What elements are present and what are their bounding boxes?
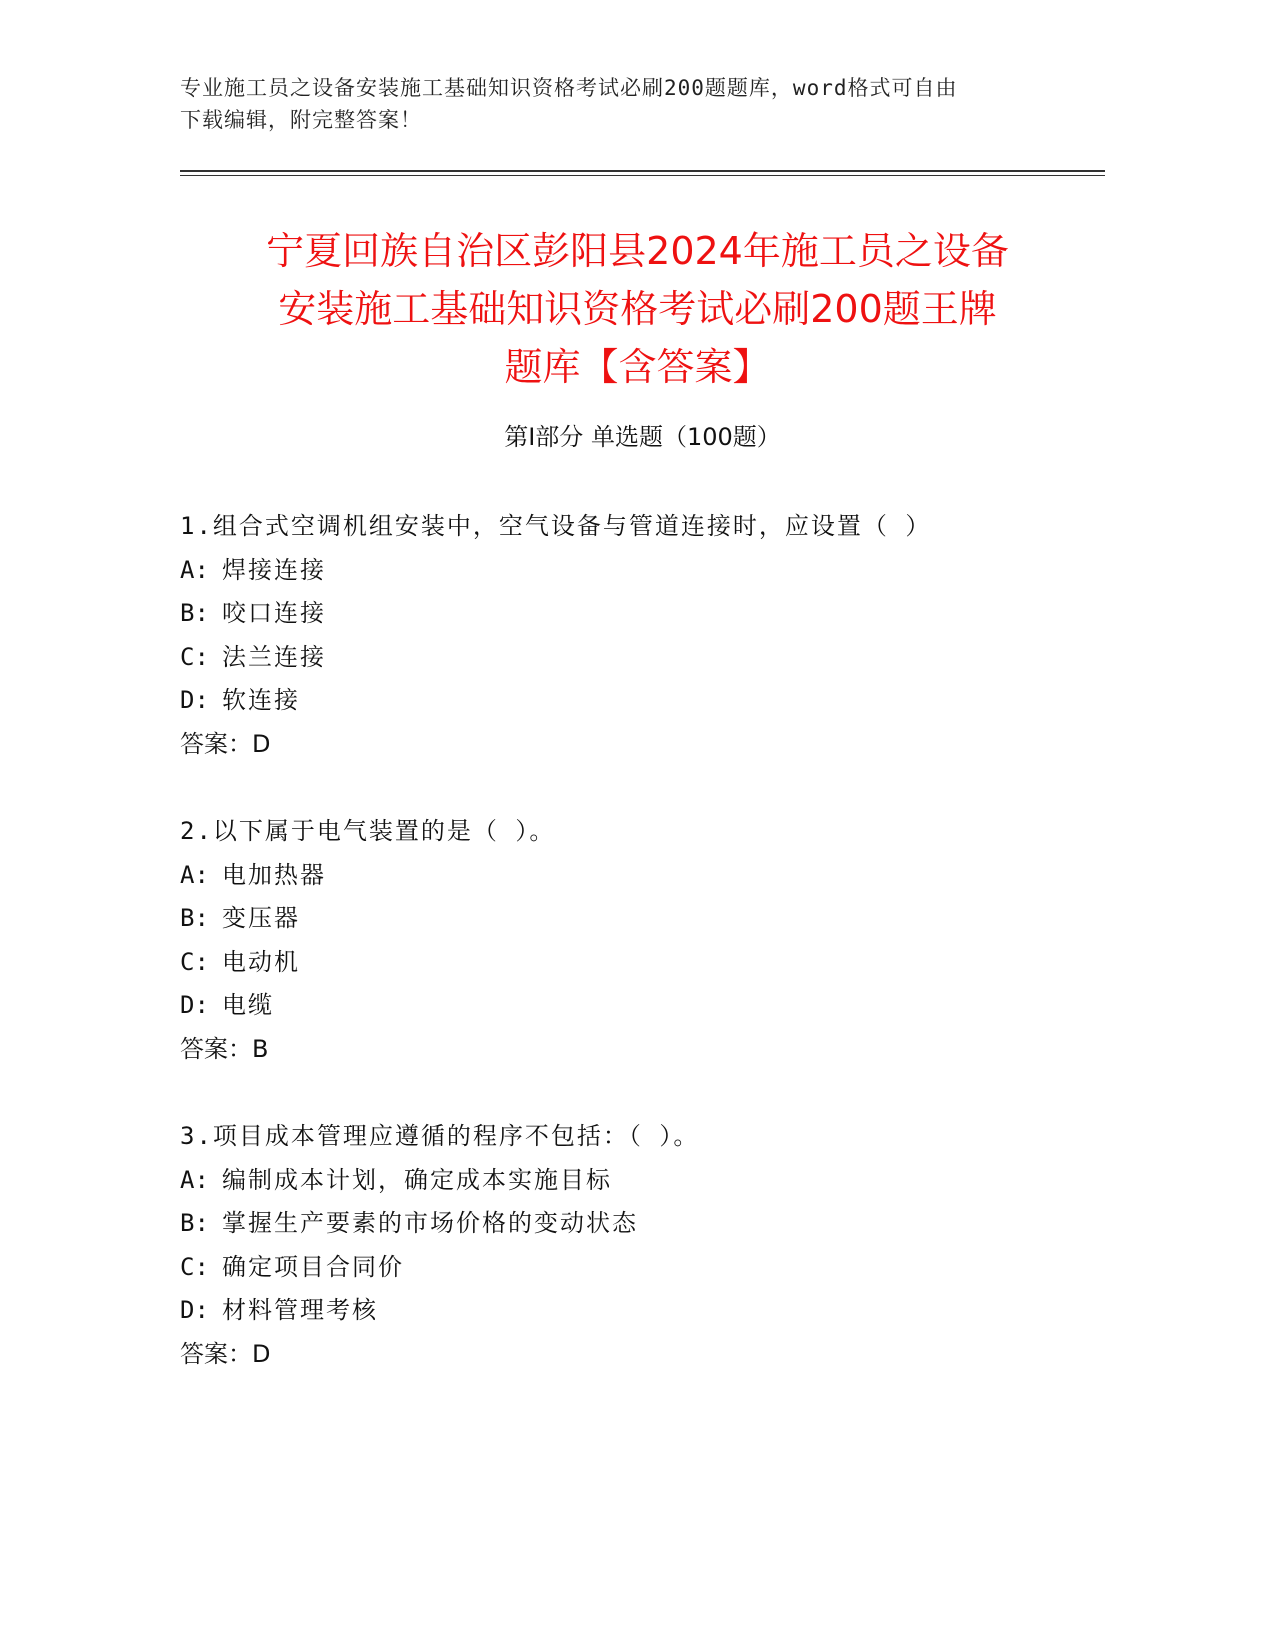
header-note-line-1: 专业施工员之设备安装施工基础知识资格考试必刷200题题库，word格式可自由 (180, 76, 958, 100)
header-note (180, 72, 1060, 136)
header-divider-thick (180, 170, 1105, 172)
option-text: 确定项目合同价 (222, 1252, 404, 1281)
document-title (170, 222, 1105, 396)
document-title-line-2: 安装施工基础知识资格考试必刷200题王牌 (278, 287, 997, 331)
question-1 (180, 505, 1105, 766)
option-label: D: (180, 1296, 209, 1324)
header-note-line-2: 下载编辑，附完整答案！ (180, 108, 422, 132)
option-label: A: (180, 555, 209, 584)
answer: 答案：D (180, 729, 271, 758)
question-stem: 2.以下属于电气装置的是（ ）。 (180, 817, 556, 845)
option-text: 电加热器 (222, 860, 326, 889)
option-text: 咬口连接 (222, 599, 326, 627)
option-d (180, 679, 1105, 723)
option-label: A: (180, 860, 209, 889)
header-divider-thin (180, 175, 1105, 176)
option-text: 编制成本计划，确定成本实施目标 (222, 1165, 612, 1194)
question-3 (180, 1115, 1105, 1376)
option-text: 变压器 (222, 904, 300, 932)
option-d (180, 1289, 1105, 1333)
option-text: 掌握生产要素的市场价格的变动状态 (222, 1209, 638, 1237)
option-c (180, 941, 1105, 985)
option-text: 材料管理考核 (222, 1296, 378, 1324)
document-title-line-1: 宁夏回族自治区彭阳县2024年施工员之设备 (266, 229, 1009, 273)
document-title-line-3: 题库【含答案】 (504, 345, 771, 389)
question-stem: 1.组合式空调机组安装中，空气设备与管道连接时，应设置（ ） (180, 512, 932, 540)
option-label: C: (180, 1252, 209, 1281)
option-label: D: (180, 686, 209, 714)
option-label: C: (180, 642, 209, 671)
option-label: B: (180, 599, 209, 627)
option-a (180, 854, 1105, 898)
option-label: C: (180, 947, 209, 976)
option-text: 电动机 (222, 947, 300, 976)
option-text: 焊接连接 (222, 555, 326, 584)
option-label: B: (180, 904, 209, 932)
option-text: 软连接 (222, 686, 300, 714)
option-d (180, 984, 1105, 1028)
option-label: B: (180, 1209, 209, 1237)
option-label: A: (180, 1165, 209, 1194)
section-title: 第Ⅰ部分 单选题（100题） (504, 423, 781, 451)
option-text: 法兰连接 (222, 642, 326, 671)
answer: 答案：D (180, 1339, 271, 1368)
answer: 答案：B (180, 1034, 269, 1063)
option-c (180, 636, 1105, 680)
option-b (180, 897, 1105, 941)
option-b (180, 1202, 1105, 1246)
question-stem: 3.项目成本管理应遵循的程序不包括：（ ）。 (180, 1122, 700, 1150)
option-b (180, 592, 1105, 636)
option-text: 电缆 (222, 991, 274, 1019)
option-label: D: (180, 991, 209, 1019)
question-2 (180, 810, 1105, 1071)
question-list (180, 505, 1105, 1420)
option-c (180, 1246, 1105, 1290)
option-a (180, 1159, 1105, 1203)
option-a (180, 549, 1105, 593)
